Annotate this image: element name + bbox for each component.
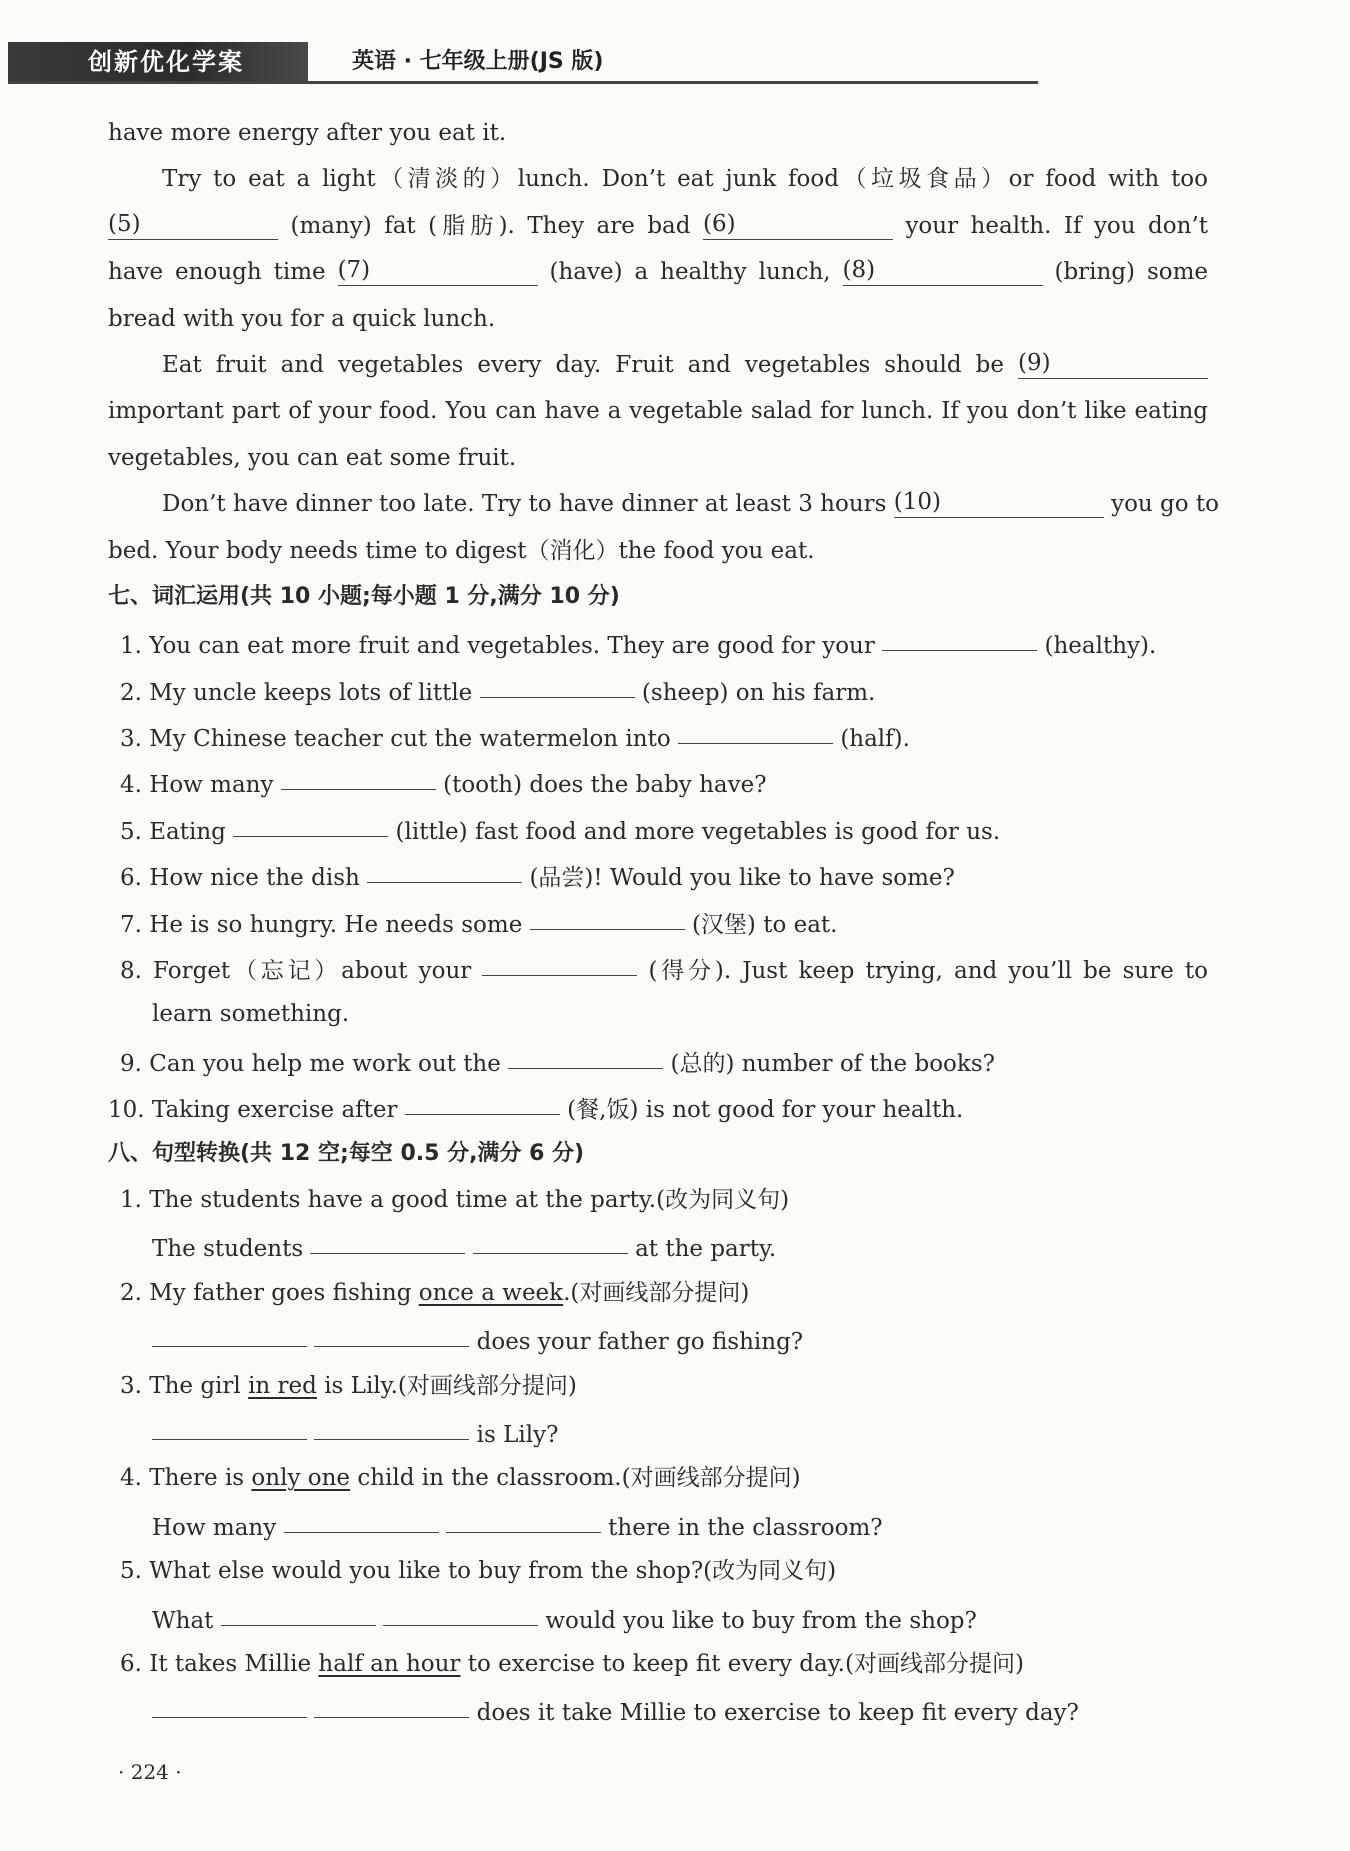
passage-line: bread with you for a quick lunch. [108, 305, 496, 332]
answer-blank[interactable] [281, 759, 436, 790]
answer-blank[interactable] [383, 1595, 538, 1626]
answer-line: does your father go fishing? [108, 1316, 1208, 1362]
underlined-phrase: in red [248, 1372, 317, 1399]
question-item: 1. The students have a good time at the party.(改为同义句) [120, 1186, 790, 1213]
answer-blank-5[interactable]: (5) [108, 209, 278, 240]
section-heading: 八、句型转换(共 12 空;每空 0.5 分,满分 6 分) [108, 1140, 585, 1166]
underlined-phrase: once a week [418, 1279, 564, 1306]
question-continuation: learn something. [152, 1001, 350, 1028]
answer-line: does it take Millie to exercise to keep fit every day? [108, 1687, 1208, 1733]
answer-blank[interactable] [314, 1316, 469, 1347]
answer-blank[interactable] [314, 1687, 469, 1718]
answer-blank[interactable] [221, 1595, 376, 1626]
passage-line: important part of your food. You can have a vegetable salad for lunch. If you don’t like eating [108, 398, 1208, 425]
answer-blank[interactable] [310, 1223, 465, 1254]
worksheet-content [108, 110, 1220, 1734]
answer-blank[interactable] [284, 1502, 439, 1533]
question-item: 4. There is only one child in the classroom.(对画线部分提问) [120, 1465, 801, 1492]
question-item: 5. What else would you like to buy from the shop?(改为同义句) [120, 1558, 837, 1585]
answer-line: The students at the party. [108, 1223, 1208, 1269]
answer-blank[interactable] [508, 1038, 663, 1069]
page-header [0, 38, 1350, 88]
question-item: 3. The girl in red is Lily.(对画线部分提问) [120, 1372, 577, 1399]
passage-line: Eat fruit and vegetables every day. Fruit and vegetables should be (9) [108, 342, 1208, 388]
question-item: 10. Taking exercise after (餐,饭) is not good for your health. [108, 1084, 1208, 1130]
answer-blank[interactable] [405, 1084, 560, 1115]
passage-line: vegetables, you can eat some fruit. [108, 444, 517, 471]
brand-logo: 创新优化学案 [8, 42, 308, 82]
header-divider [8, 81, 1038, 84]
answer-blank-7[interactable]: (7) [338, 255, 538, 286]
answer-blank[interactable] [367, 852, 522, 883]
answer-blank[interactable] [314, 1409, 469, 1440]
passage-line: Try to eat a light（清淡的）lunch. Don’t eat junk food（垃圾食品）or food with too [162, 166, 1208, 193]
underlined-phrase: only one [251, 1465, 351, 1492]
passage-line: (5) (many) fat (脂肪). They are bad (6) your health. If you don’t [108, 210, 1208, 239]
answer-blank[interactable] [482, 945, 637, 976]
question-item: 8. Forget（忘记）about your (得分). Just keep trying, and you’ll be sure to [108, 945, 1208, 991]
passage-line: have more energy after you eat it. [108, 120, 507, 146]
question-item: 2. My uncle keeps lots of little (sheep) on his farm. [108, 667, 1208, 713]
answer-blank[interactable] [152, 1409, 307, 1440]
answer-blank-10[interactable]: (10) [894, 487, 1104, 518]
answer-blank[interactable] [152, 1687, 307, 1718]
book-title: 英语 · 七年级上册(JS 版) [352, 49, 604, 74]
passage-line: Don’t have dinner too late. Try to have dinner at least 3 hours (10) you go to [162, 489, 1220, 518]
answer-blank[interactable] [233, 806, 388, 837]
question-item: 3. My Chinese teacher cut the watermelon into (half). [108, 713, 1208, 759]
answer-blank[interactable] [530, 899, 685, 930]
question-item: 2. My father goes fishing once a week.(对画线部分提问) [120, 1279, 750, 1306]
answer-blank[interactable] [678, 713, 833, 744]
question-item: 5. Eating (little) fast food and more vegetables is good for us. [108, 806, 1208, 852]
answer-line: is Lily? [108, 1409, 1208, 1455]
question-item: 7. He is so hungry. He needs some (汉堡) to eat. [108, 899, 1208, 945]
answer-blank-9[interactable]: (9) [1018, 348, 1208, 379]
answer-blank-6[interactable]: (6) [703, 209, 893, 240]
question-item: 9. Can you help me work out the (总的) number of the books? [108, 1038, 1208, 1084]
answer-blank-8[interactable]: (8) [843, 255, 1043, 286]
page-number: · 224 · [118, 1760, 182, 1784]
passage-line: bed. Your body needs time to digest（消化）the food you eat. [108, 537, 815, 564]
question-item: 1. You can eat more fruit and vegetables. They are good for your (healthy). [108, 620, 1208, 666]
question-item: 6. It takes Millie half an hour to exercise to keep fit every day.(对画线部分提问) [120, 1650, 1024, 1677]
answer-blank[interactable] [446, 1502, 601, 1533]
answer-line: What would you like to buy from the shop? [108, 1595, 1208, 1641]
underlined-phrase: half an hour [318, 1650, 461, 1677]
answer-blank[interactable] [480, 667, 635, 698]
answer-blank[interactable] [473, 1223, 628, 1254]
answer-blank[interactable] [882, 620, 1037, 651]
section-heading: 七、词汇运用(共 10 小题;每小题 1 分,满分 10 分) [108, 583, 620, 609]
answer-blank[interactable] [152, 1316, 307, 1347]
question-item: 4. How many (tooth) does the baby have? [108, 759, 1208, 805]
passage-line: have enough time (7) (have) a healthy lunch, (8) (bring) some [108, 257, 1209, 286]
answer-line: How many there in the classroom? [108, 1502, 1208, 1548]
question-item: 6. How nice the dish (品尝)! Would you like to have some? [108, 852, 1208, 898]
